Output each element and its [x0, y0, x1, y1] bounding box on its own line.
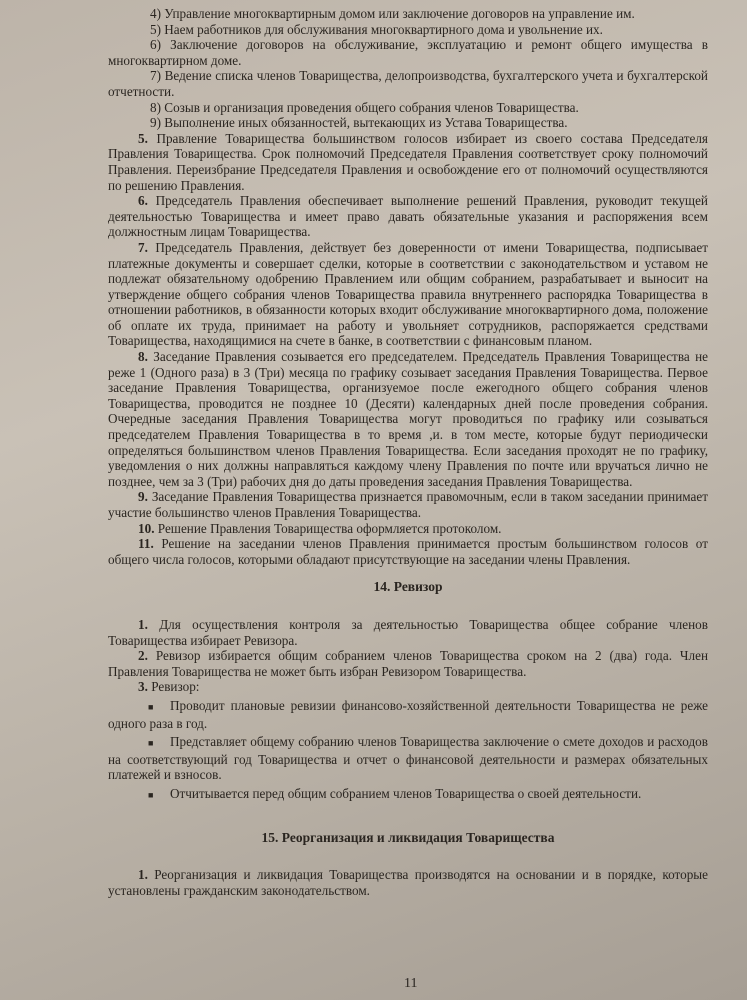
bullet-text: Представляет общему собранию членов Товарищества заключение о смете доходов и расходов на соответствующий год Товарищества и отчет о финансовой деятельности и размерах обязательных платежей и взносов. [108, 734, 708, 783]
list-item: 8) Созыв и организация проведения общего собрания членов Товарищества. [150, 99, 579, 115]
paragraph-text: Председатель Правления обеспечивает выполнение решений Правления, руководит текущей деятельностью Товарищества и имеет право давать обязательные указания и распоряжения всем должностным лицам Товарищества. [108, 193, 708, 240]
list-item: 5) Наем работников для обслуживания многоквартирного дома и увольнение их. [150, 21, 603, 37]
paragraph-text: Реорганизация и ликвидация Товарищества производятся на основании и в порядке, которые установлены гражданским законодательством. [108, 867, 709, 898]
paragraph [108, 240, 708, 349]
paragraph [108, 193, 708, 240]
section-heading: 14. Ревизор [373, 579, 443, 595]
paragraph-text: Председатель Правления, действует без доверенности от имени Товарищества, подписывает платежные документы и совершает сделки, которые в соответствии с законодательством и уставом не подлежат обязательному одобрению Правлением или общим собранием, разрабатывает и выносит на утверждение общего собрания членов Товарищества правила внутреннего распорядка Товарищества в отношении работников, в обязанности которых входит обслуживание многоквартирного дома, положение об оплате их труда, принимает на работу и увольняет сотрудников, распоряжается средствами Товарищества, находящимися на счете в банке, в соответствии с финансовым планом. [108, 239, 709, 349]
paragraph-number: 3. [138, 679, 148, 695]
paragraph [108, 489, 708, 520]
paragraph-text: Правление Товарищества большинством голосов избирает из своего состава Председателя Правления Товарищества. Срок полномочий Председателя Правления соответствует сроку полномочий Правления. Переизбрание Председателя Правления и освобождение его от полномочий осуществляются по решению Правления. [108, 130, 708, 193]
paragraph-text: Для осуществления контроля за деятельностью Товарищества общее собрание членов Товарищества избирает Ревизора. [108, 616, 708, 648]
paragraph-text: Заседание Правления Товарищества признается правомочным, если в таком заседании принимает участие большинство членов Правления Товарищества. [108, 489, 709, 520]
section-heading: 15. Реорганизация и ликвидация Товарищества [261, 829, 555, 845]
list-item: 6) Заключение договоров на обслуживание, эксплуатацию и ремонт общего имущества в многоквартирном доме. [108, 37, 708, 68]
paragraph [108, 536, 708, 567]
paragraph-number: 8. [138, 349, 148, 365]
paragraph-number: 1. [138, 867, 148, 883]
paragraph-number: 5. [138, 130, 148, 146]
paragraph-text: Ревизор избирается общим собранием членов Товарищества сроком на 2 (два) года. Член Правления Товарищества не может быть избран Ревизором Товарищества. [108, 648, 708, 679]
paragraph [108, 521, 708, 537]
page-number: 11 [404, 976, 418, 991]
bullet-item [108, 786, 708, 804]
paragraph [108, 648, 708, 679]
paragraph-text: Решение Правления Товарищества оформляется протоколом. [157, 520, 502, 536]
paragraph-number: 10. [138, 520, 155, 536]
list-item: 4) Управление многоквартирным домом или заключение договоров на управление им. [150, 6, 635, 21]
paragraph-number: 6. [138, 193, 148, 209]
paragraph-text: Ревизор: [151, 679, 200, 695]
paragraph [108, 349, 708, 489]
paragraph-number: 9. [138, 489, 148, 505]
bullet-square-icon: ■ [148, 789, 154, 800]
list-item: 9) Выполнение иных обязанностей, вытекающих из Устава Товарищества. [150, 115, 568, 131]
document-body [108, 6, 708, 898]
bullet-item [108, 734, 708, 783]
paragraph-text: Решение на заседании членов Правления принимается простым большинством голосов от общего числа голосов, которыми обладают присутствующие на заседании члены Правления. [108, 536, 708, 567]
list-item: 7) Ведение списка членов Товарищества, делопроизводства, бухгалтерского учета и бухгалтерской отчетности. [108, 68, 708, 99]
bullet-text: Отчитывается перед общим собранием членов Товарищества о своей деятельности. [170, 785, 642, 801]
paragraph-number: 2. [138, 648, 148, 664]
bullet-square-icon: ■ [148, 738, 154, 749]
paragraph [108, 617, 708, 648]
paragraph [108, 679, 708, 695]
paragraph [108, 867, 708, 898]
paragraph-number: 1. [138, 616, 148, 632]
paragraph-text: Заседание Правления созывается его председателем. Председатель Правления Товарищества не реже 1 (Одного раза) в 3 (Три) месяца по графику созывает заседания Правления Товарищества. Первое заседание Правления Товарищества, организуемое после ежегодного общего собрания членов Товарищества, проводится не позднее 10 (Десяти) календарных дней после проведения собрания. Очередные заседания Правления Товарищества могут проводиться по графику или созываться председателем Правления Товарищества в то время ,и. в том месте, которые будут периодически определяться большинством членов Правления Товарищества. Если заседания проходят не по графику, уведомления о них должны направляться каждому члену Правления по почте или вручаться лично не позднее, чем за 3 (Три) рабочих дня до даты проведения заседания Правления Товарищества. [108, 349, 708, 489]
bullet-text: Проводит плановые ревизии финансово-хозяйственной деятельности Товарищества не реже одного раза в год. [108, 697, 708, 731]
bullet-item [108, 698, 708, 731]
bullet-square-icon: ■ [148, 701, 154, 712]
paragraph-number: 11. [138, 536, 154, 552]
paragraph-number: 7. [138, 239, 148, 255]
paragraph [108, 131, 708, 193]
